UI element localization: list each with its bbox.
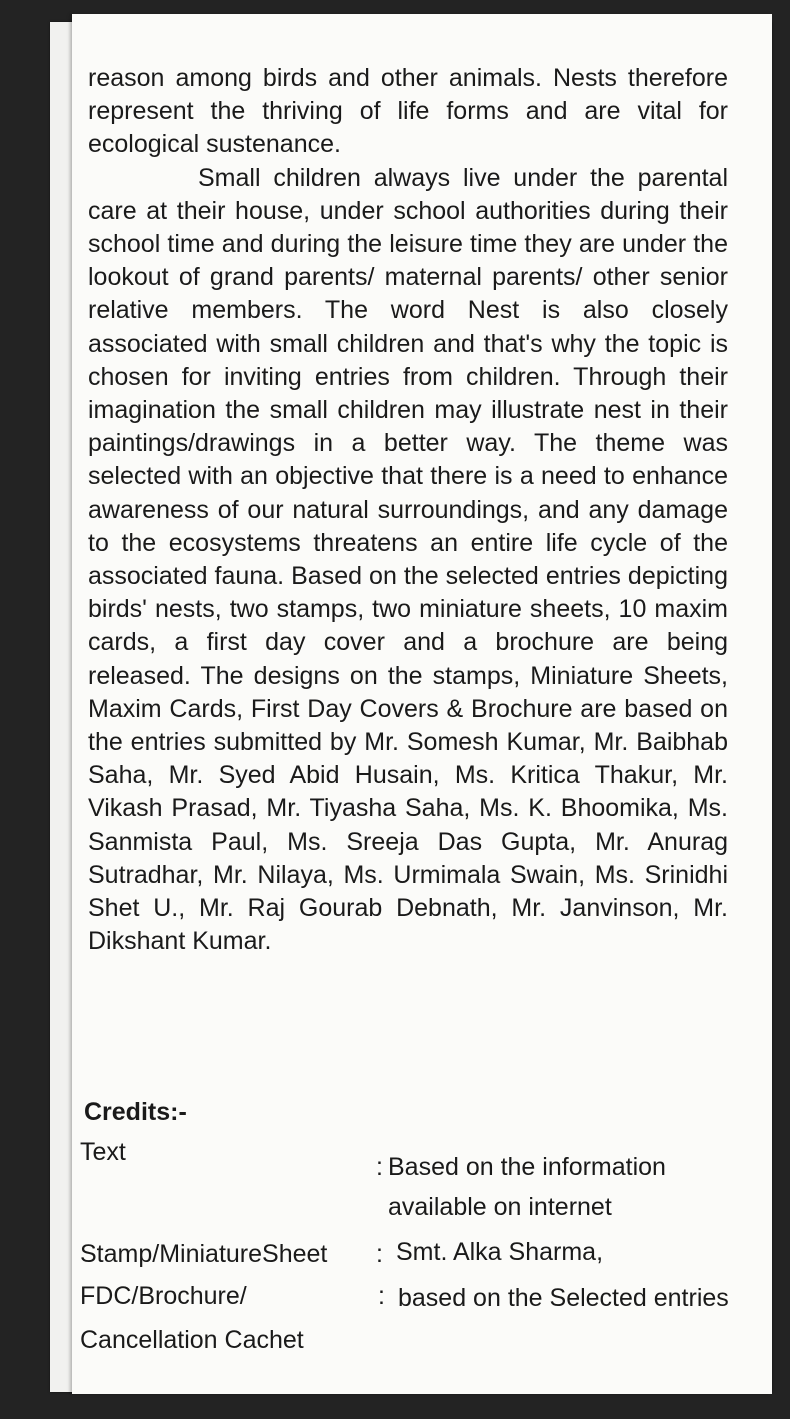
credit-value: Based on the information available on internet xyxy=(388,1153,666,1221)
credit-label: Text xyxy=(80,1138,126,1166)
credit-label: Cancellation Cachet xyxy=(80,1326,304,1354)
paragraph-2: Small children always live under the parental care at their house, under school authorities during their school time and during the leisure time they are under the lookout of grand parents/ maternal parents/ other senior relative members. The word Nest is also closely associated with small children and that's why the topic is chosen for inviting entries from children. Through their imagination the small children may illustrate nest in their paintings/drawings in a better way. The theme was selected with an objective that there is a need to enhance awareness of our natural surroundings, and any damage to the ecosystems threatens an entire life cycle of the associated fauna. Based on the selected entries depicting birds' nests, two stamps, two miniature sheets, 10 maxim cards, a first day cover and a brochure are being released. The designs on the stamps, Miniature Sheets, Maxim Cards, First Day Covers & Brochure are based on the entries submitted by Mr. Somesh Kumar, Mr. Baibhab Saha, Mr. Syed Abid Husain, Ms. Kritica Thakur, Mr. Vikash Prasad, Mr. Tiyasha Saha, Ms. K. Bhoomika, Ms. Sanmista Paul, Ms. Sreeja Das Gupta, Mr. Anurag Sutradhar, Mr. Nilaya, Ms. Urmimala Swain, Ms. Srinidhi Shet U., Mr. Raj Gourab Debnath, Mr. Janvinson, Mr. Dikshant Kumar. xyxy=(88,163,728,956)
credit-label: Stamp/MiniatureSheet xyxy=(80,1240,328,1268)
body-text xyxy=(88,62,728,958)
credit-label: FDC/Brochure/ xyxy=(80,1282,247,1310)
credits-heading: Credits:- xyxy=(84,1098,187,1126)
credit-colon: : xyxy=(376,1153,383,1181)
credit-value: based on the Selected entries xyxy=(398,1284,729,1312)
credit-value: Smt. Alka Sharma, xyxy=(396,1238,604,1266)
paragraph-1: reason among birds and other animals. Nests therefore represent the thriving of life forms and are vital for ecological sustenance. xyxy=(88,64,728,159)
credit-colon: : xyxy=(376,1240,383,1268)
credit-colon: : xyxy=(378,1282,385,1310)
